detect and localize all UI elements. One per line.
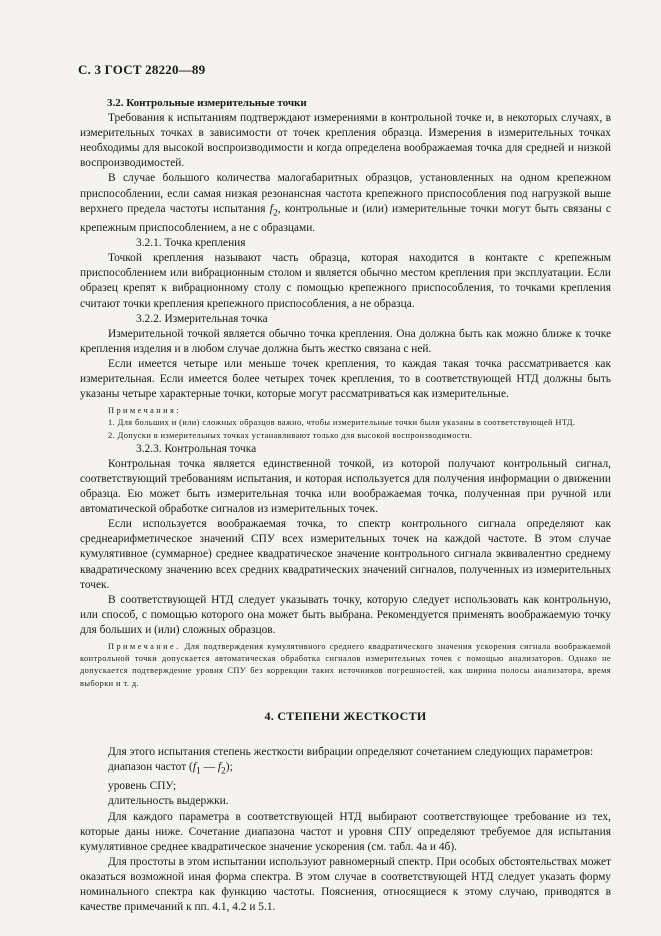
param-frequency-range-text: диапазон частот ( [108,760,193,773]
f2-symbol: f [217,760,222,773]
section-3-2-3-para-3: В соответствующей НТД следует указывать точку, которую следует использовать как контрольную, или способ, с помощью которого она может быть выбрана. Рекомендуется применять воображаемую точку для больших и (или) сложных образцов. [80,593,611,636]
note-3-2-3 [80,641,611,690]
f1-subscript: 1 [196,766,201,777]
section-3-2-2-para-1: Измерительной точкой является обычно точка крепления. Она должна быть как можно ближе к точке крепления изделия и в любом случае должна быть жестко связана с ней. [80,327,611,355]
section-3-2-1-para-1: Точкой крепления называют часть образца, которая находится в контакте с крепежным приспособлением или вибрационным столом и является обычно местом крепления при эксплуатации. Если образец крепят к вибрационному столу с помощью крепежного приспособления, то точками крепления считают точки крепления крепежного приспособления, а не образца. [80,252,611,310]
param-duration: длительность выдержки. [108,795,229,808]
f2-subscript: 2 [221,766,226,777]
section-3-2-para-1: Требования к испытаниям подтверждают измерениями в контрольной точке и, в некоторых случаях, в измерительных точках в зависимости от точек крепления образца. Измерения в измерительных точках необходимы для высокой воспроизводимости и когда определена воображаемая точка для средней и низкой воспроизводимостей. [80,112,611,170]
section-4-heading: 4. СТЕПЕНИ ЖЕСТКОСТИ [264,708,427,723]
note-1: 1. Для больших и (или) сложных образцов важно, чтобы измерительные точки были указаны в соответствующей НТД. [108,418,576,428]
section-3-2-heading: 3.2. Контрольные измерительные точки [107,97,307,109]
param-frequency-range-end: ); [225,760,233,773]
f1-symbol: f [192,760,197,773]
section-3-2-3-heading: 3.2.3. Контрольная точка [136,442,257,455]
note-2: 2. Допуски в измерительных точках устанавливают только для высокой воспроизводимости. [108,430,473,440]
section-3-2-3-para-2: Если используется воображаемая точка, то спектр контрольного сигнала определяют как среднеарифметическое значений СПУ всех измерительных точек на каждой частоте. В этом случае кумулятивное (суммарное) среднее квадратическое значение контрольного сигнала эквивалентно среднему квадратическому значению всех средних квадратических значений сигналов, полученных из измерительных точек. [80,518,611,591]
section-4-para-2: Для каждого параметра в соответствующей НТД выбирают соответствующее требование из тех, которые даны ниже. Сочетание диапазона частот и уровня СПУ определяют требуемое для испытания кумулятивное среднее квадратическое значение ускорения (см. табл. 4а и 4б). [80,810,611,853]
section-3-2-2-para-2: Если имеется четыре или меньше точек крепления, то каждая такая точка рассматривается как измерительная. Если имеется более четырех точек крепления, то в соответствующей НТД должны быть указаны четыре характерные точки, которые могут рассматриваться как измерительные. [80,357,611,401]
frequency-f2-symbol: f [269,202,273,215]
note-3-2-3-text: Для подтверждения кумулятивного среднего квадратического значения ускорения сигнала воображаемой контрольной точки допускается автоматическая обработка сигналов измерительных точек с помощью анализаторов. Однако не допускается подтверждение уровня СПУ без коррекции таких источников погрешностей, как ширина полосы анализатора, время выборки и т. д. [80,641,611,688]
frequency-f2-subscript: 2 [272,207,278,218]
section-3-2-2-heading: 3.2.2. Измерительная точка [136,312,268,325]
note-3-2-3-title: Примечание. [108,641,181,651]
section-4-para-1: Для этого испытания степень жесткости вибрации определяют сочетанием следующих параметров: [108,745,594,758]
document-body [80,94,611,915]
notes-block [80,405,611,442]
notes-title: Примечания: [108,406,181,416]
note-block-3-2-3 [80,641,611,690]
section-3-2-para-2 [80,171,611,236]
section-3-2-3-para-1: Контрольная точка является единственной точкой, из которой получают контрольный сигнал, соответствующий требованиям испытания, и которая используется для получения информации о движении образца. Ею может быть измерительная точка или воображаемая точка, полученная при ручной или автоматической обработке сигналов из измерительных точек. [80,457,611,516]
section-3-2-para-2-text-a: В случае большого количества малогабаритных образцов, установленных на одном крепежном приспособлении, если самая низкая резонансная частота крепежного приспособления под нагрузкой выше верхнего предела частоты испытания [80,172,611,215]
param-spu-level: уровень СПУ; [108,780,177,793]
section-4-para-3: Для простоты в этом испытании используют равномерный спектр. При особых обстоятельствах может оказаться возможной иная форма спектра. В этом случае в соответствующей НТД следует указать форму номинального спектра как функцию частоты. Пояснения, относящиеся к этому случаю, приводятся в качестве примечаний к пп. 4.1, 4.2 и 5.1. [80,855,611,914]
f-range-dash: — [200,760,218,773]
section-3-2-para-2-text-b: , контрольные и (или) измерительные точки могут быть связаны с крепежным приспособлением, а не с образцами. [80,202,611,235]
param-frequency-range [80,760,611,779]
page-header: С. 3 ГОСТ 28220—89 [78,62,206,77]
section-3-2-1-heading: 3.2.1. Точка крепления [136,237,246,250]
